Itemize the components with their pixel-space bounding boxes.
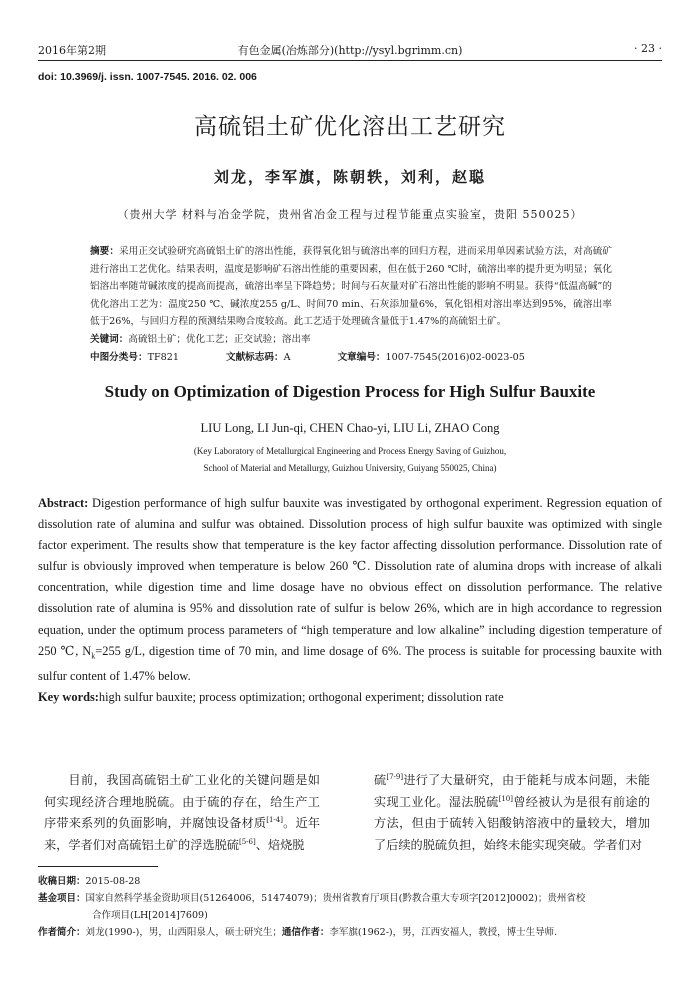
english-authors: LIU Long, LI Jun-qi, CHEN Chao-yi, LIU Li, ZHAO Cong — [200, 421, 500, 435]
chinese-authors: 刘龙，李军旗，陈朝轶，刘利，赵聪 — [213, 168, 486, 186]
abstract-label: 摘要： — [90, 246, 120, 257]
chinese-affiliation: （贵州大学 材料与冶金学院，贵州省冶金工程与过程节能重点实验室，贵阳 550025） — [117, 208, 583, 221]
english-abstract-block — [38, 493, 662, 708]
citation: [5-6] — [239, 837, 256, 846]
english-title: Study on Optimization of Digestion Process for High Sulfur Bauxite — [104, 382, 596, 401]
author-bio: 作者简介：刘龙(1990-)，男，山西阳泉人，硕士研究生；通信作者：李军旗(1962-)，男，江西安福人，教授，博士生导师. — [38, 927, 558, 938]
fund-info-continued: 合作项目(LH[2014]7609) — [92, 910, 208, 921]
chinese-keywords — [90, 331, 612, 349]
english-abstract-label: Abstract: — [38, 496, 89, 510]
journal-name: 有色金属(冶炼部分)(http://ysyl.bgrimm.cn) — [237, 44, 463, 57]
page-number: · 23 · — [634, 42, 662, 55]
classification-line — [90, 349, 612, 367]
affiliation-line: (Key Laboratory of Metallurgical Engineering and Process Energy Saving of Guizhou, — [193, 446, 507, 456]
english-affiliation — [0, 443, 700, 477]
issue-label: 2016年第2期 — [38, 44, 106, 57]
chinese-abstract — [90, 243, 612, 331]
keywords-label: 关键词： — [90, 333, 129, 345]
english-abstract: Abstract: Digestion performance of high sulfur bauxite was investigated by orthogonal experiment. Regression equation of dissolution rate of alumina and sulfur was obtained. Dissolution process of high sulfur bauxite was optimized with single factor experiment. The results show that temperature is the key factor affecting dissolution performance. Dissolution rate of sulfur is obviously improved when temperature is below 260 ℃. Dissolution rate of alumina drops with increase of alkali concentration, while digestion time and lime dosage have no obvious effect on dissolution performance. The relative dissolution rate of alumina is 95% and dissolution rate of sulfur is below 26%, which are in high accordance to regression equation, under the optimum process parameters of “high temperature and low alkaline” including digestion temperature of 250 ℃, $N_k=255$ g/L, digestion time of 70 min, and lime dosage of 6%. The process is suitable for processing bauxite with sulfur content of 1.47% below. — [38, 496, 662, 684]
citation: [10] — [498, 794, 513, 803]
abstract-text: 采用正交试验研究高硫铝土矿的溶出性能，获得氧化铝与硫溶出率的回归方程，进而采用单因素试验方法，对高硫矿进行溶出工艺优化。结果表明，温度是影响矿石溶出性能的重要因素，但在低于260 ℃时，硫溶出率的提升更为明显；氧化铝溶出率随苛碱浓度的提高而提高，硫溶出率呈下降趋势；时间与石灰量对矿石溶出性能的影响不明显。获得“低温高碱”的优化溶出工艺为：温度250 ℃、碱浓度255 g/L、时间70 min、石灰添加量6%，氧化铝相对溶出率达到95%，硫溶出率低于26%，与回归方程的预测结果吻合度较高。此工艺适于处理硫含量低于1.47%的高硫铝土矿。 — [90, 246, 613, 328]
affiliation-line: School of Material and Metallurgy, Guizhou University, Guiyang 550025, China) — [203, 463, 497, 473]
chinese-abstract-block — [90, 243, 612, 366]
chinese-title: 高硫铝土矿优化溶出工艺研究 — [194, 114, 506, 140]
doc-code: 文献标志码：A — [226, 351, 291, 363]
body-column-right: 硫[7-9]进行了大量研究，由于能耗与成本问题，未能实现工业化。湿法脱硫[10]曾经被认为是很有前途的方法，但由于硫转入铝酸钠溶液中的量较大，增加了后续的脱硫负担，始终未能实现突破。学者们对 — [374, 772, 651, 852]
keywords-text: 高硫铝土矿；优化工艺；正交试验；溶出率 — [128, 333, 311, 345]
english-keywords-label: Key words: — [38, 690, 99, 705]
running-header — [38, 42, 662, 58]
citation: [7-9] — [386, 772, 404, 781]
fund-info: 基金项目：国家自然科学基金资助项目(51264006，51474079)；贵州省教育厅项目(黔教合重大专项字[2012]0002)；贵州省校 — [38, 893, 586, 904]
body-column-left: 目前，我国高硫铝土矿工业化的关键问题是如何实现经济合理地脱硫。由于硫的存在，给生产工序带来系列的负面影响，并腐蚀设备材质[1-4]。近年来，学者们对高硫铝土矿的浮选脱硫[5-6]、焙烧脱 — [44, 773, 321, 852]
article-number: 文章编号：1007-7545(2016)02-0023-05 — [337, 351, 525, 363]
footnote-rule — [38, 866, 158, 867]
english-keywords: Key words:high sulfur bauxite; process optimization; orthogonal experiment; dissolution rate — [38, 690, 504, 705]
received-date: 收稿日期：2015-08-28 — [38, 876, 141, 887]
doi: doi: 10.3969/j. issn. 1007-7545. 2016. 02. 006 — [38, 71, 257, 83]
clc: 中图分类号：TF821 — [90, 351, 179, 363]
header-rule — [38, 60, 662, 61]
citation: [1-4] — [266, 815, 283, 824]
footnotes — [38, 873, 662, 941]
